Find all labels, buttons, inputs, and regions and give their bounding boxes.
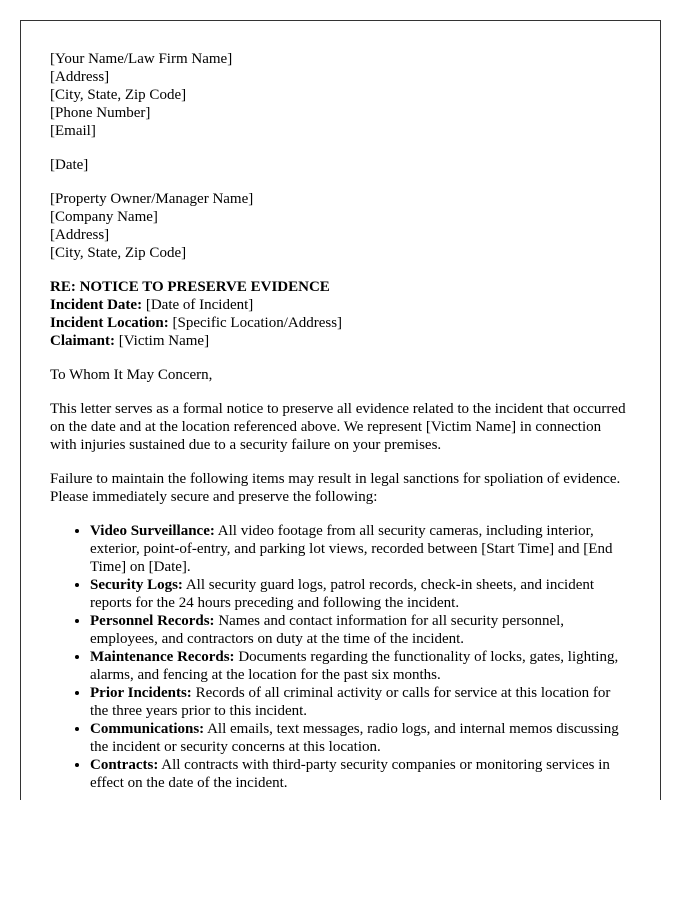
claimant-label: Claimant:: [50, 333, 115, 349]
re-block: [50, 278, 631, 350]
intro-paragraph: This letter serves as a formal notice to preserve all evidence related to the incident that occurred on the date and at the location referenced above. We represent [Victim Name] in connection with injuries sustained due to a security failure on your premises.: [50, 401, 626, 453]
item-label: Video Surveillance:: [90, 523, 215, 539]
incident-date-line: [50, 296, 631, 314]
recipient-address: [Address]: [50, 227, 110, 243]
incident-location-label: Incident Location:: [50, 315, 169, 331]
list-item: [90, 612, 631, 648]
recipient-block: [50, 190, 631, 262]
item-label: Security Logs:: [90, 577, 183, 593]
item-text: All video footage from all security cameras, including interior, exterior, point-of-entry, and parking lot views, recorded between [Start Time] and [End Time] on [Date].: [90, 523, 613, 575]
incident-date-label: Incident Date:: [50, 297, 143, 313]
sender-city: [City, State, Zip Code]: [50, 87, 187, 103]
recipient-company: [Company Name]: [50, 209, 158, 225]
item-text: All emails, text messages, radio logs, and internal memos discussing the incident or security concerns at this location.: [90, 721, 619, 755]
incident-location-line: [50, 314, 631, 332]
incident-date-value: [Date of Incident]: [142, 297, 254, 313]
list-item: [90, 576, 631, 612]
letter-date: [Date]: [50, 157, 89, 173]
date-block: [50, 156, 631, 174]
sender-name: [Your Name/Law Firm Name]: [50, 51, 233, 67]
item-label: Communications:: [90, 721, 205, 737]
list-item: [90, 756, 631, 792]
incident-location-value: [Specific Location/Address]: [168, 315, 343, 331]
re-subject: RE: NOTICE TO PRESERVE EVIDENCE: [50, 279, 330, 295]
item-label: Personnel Records:: [90, 613, 215, 629]
list-item: [90, 684, 631, 720]
instructions-paragraph: Failure to maintain the following items may result in legal sanctions for spoliation of evidence. Please immediately secure and preserve the following:: [50, 471, 621, 505]
item-text: All contracts with third-party security companies or monitoring services in effect on the date of the incident.: [90, 757, 610, 791]
claimant-line: [50, 332, 631, 350]
list-item: [90, 522, 631, 576]
sender-email: [Email]: [50, 123, 96, 139]
recipient-name: [Property Owner/Manager Name]: [50, 191, 254, 207]
item-text: All security guard logs, patrol records, check-in sheets, and incident reports for the 24 hours preceding and following the incident.: [90, 577, 595, 611]
item-text: Names and contact information for all security personnel, employees, and contractors on duty at the time of the incident.: [90, 613, 565, 647]
item-text: Documents regarding the functionality of locks, gates, lighting, alarms, and fencing at the location for the past six months.: [90, 649, 619, 683]
sender-phone: [Phone Number]: [50, 105, 151, 121]
list-item: [90, 720, 631, 756]
item-text: Records of all criminal activity or calls for service at this location for the three years prior to this incident.: [90, 685, 611, 719]
item-label: Prior Incidents:: [90, 685, 192, 701]
claimant-value: [Victim Name]: [115, 333, 210, 349]
letter-page: [20, 20, 661, 800]
sender-address: [Address]: [50, 69, 110, 85]
evidence-list: [50, 522, 631, 792]
list-item: [90, 648, 631, 684]
item-label: Contracts:: [90, 757, 159, 773]
salutation: To Whom It May Concern,: [50, 367, 213, 383]
recipient-city: [City, State, Zip Code]: [50, 245, 187, 261]
item-label: Maintenance Records:: [90, 649, 235, 665]
sender-block: [50, 50, 631, 140]
